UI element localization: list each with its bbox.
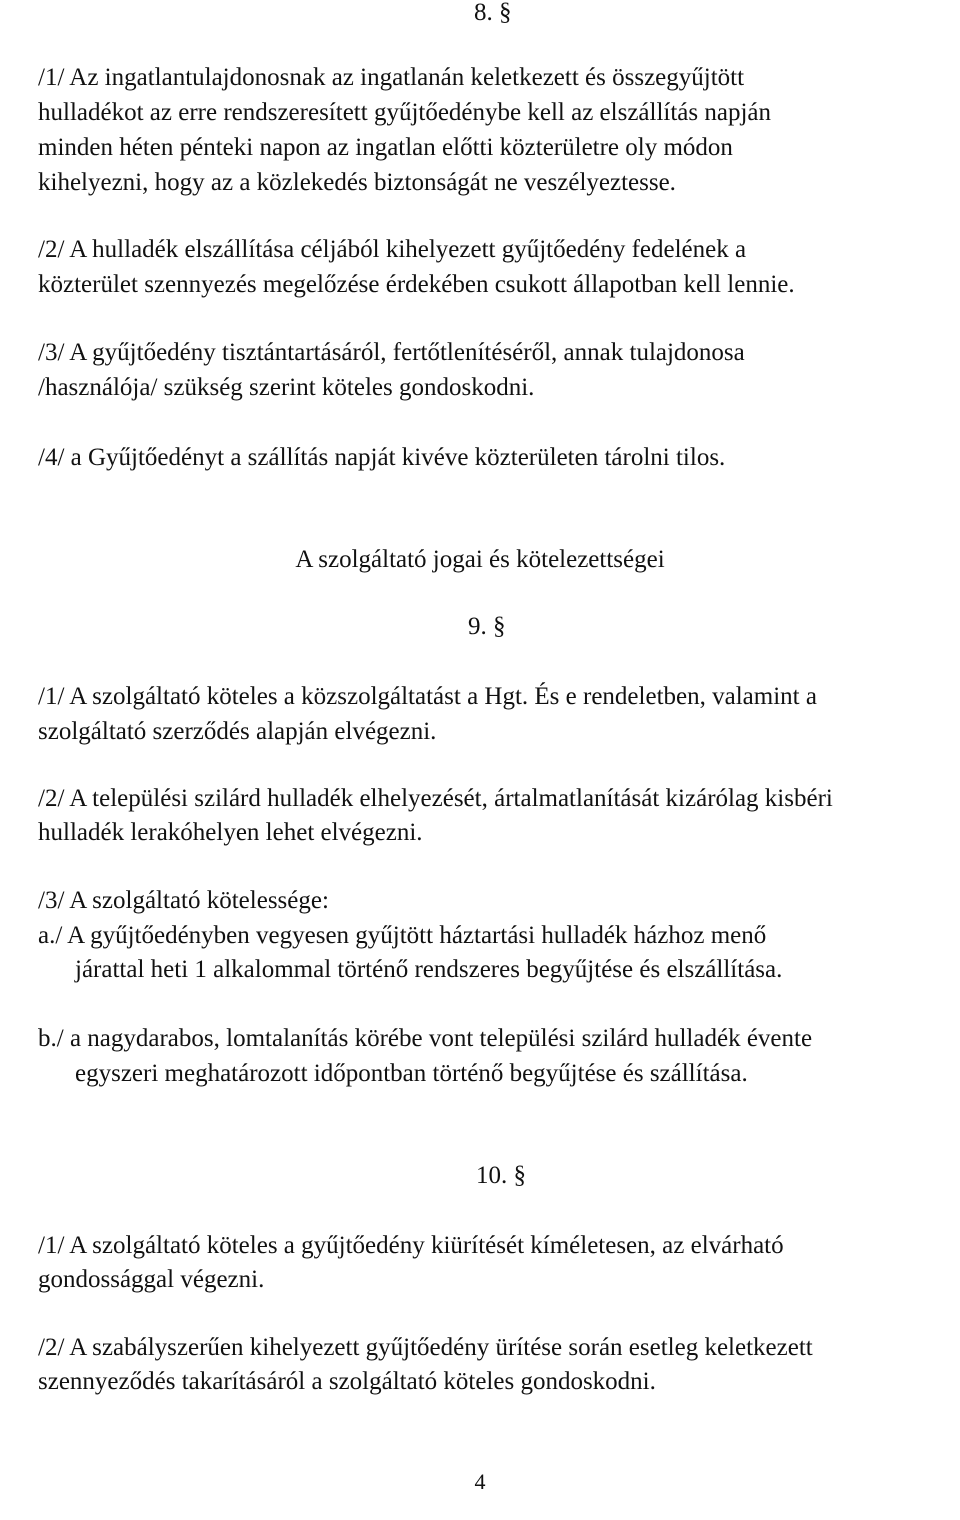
page-number: 4 [474,1469,486,1494]
section-10-p2-line-1: /2/ A szabályszerűen kihelyezett gyűjtőedény ürítése során esetleg keletkezett [38,1334,813,1361]
section-10-p1-line-2: gondossággal végezni. [38,1266,265,1293]
section-9-item-a-line-1: a./ A gyűjtőedényben vegyesen gyűjtött háztartási hulladék házhoz menő [38,922,767,949]
section-10-p2-line-2: szennyeződés takarításáról a szolgáltató köteles gondoskodni. [38,1368,656,1395]
section-10-number: 10. § [476,1162,526,1189]
section-8-p1-line-1: /1/ Az ingatlantulajdonosnak az ingatlanán keletkezett és összegyűjtött [38,64,745,91]
section-9-number: 9. § [468,613,506,640]
section-9-p2-line-1: /2/ A települési szilárd hulladék elhelyezését, ártalmatlanítását kizárólag kisbéri [38,785,833,812]
section-9-item-b-line-1: b./ a nagydarabos, lomtalanítás körébe vont települési szilárd hulladék évente [38,1025,813,1052]
section-8-p1-line-2: hulladékot az erre rendszeresített gyűjtőedénybe kell az elszállítás napján [38,99,772,126]
section-9-item-a-line-2: járattal heti 1 alkalommal történő rendszeres begyűjtése és elszállítása. [75,956,783,983]
section-10-p1-line-1: /1/ A szolgáltató köteles a gyűjtőedény kiürítését kíméletesen, az elvárható [38,1232,784,1259]
section-9-item-b-line-2: egyszeri meghatározott időpontban történő begyűjtése és szállítása. [75,1060,748,1087]
section-9-p1-line-1: /1/ A szolgáltató köteles a közszolgáltatást a Hgt. És e rendeletben, valamint a [38,683,817,710]
section-8-p2-line-1: /2/ A hulladék elszállítása céljából kihelyezett gyűjtőedény fedelének a [38,236,747,263]
section-9-p2-line-2: hulladék lerakóhelyen lehet elvégezni. [38,819,423,846]
section-8-p4-line-1: /4/ a Gyűjtőedényt a szállítás napját kivéve közterületen tárolni tilos. [38,444,726,471]
section-8-p3-line-1: /3/ A gyűjtőedény tisztántartásáról, fertőtlenítéséről, annak tulajdonosa [38,339,745,366]
section-8-p1-line-3: minden héten pénteki napon az ingatlan előtti közterületre oly módon [38,134,733,161]
section-8-p1-line-4: kihelyezni, hogy az a közlekedés biztonságát ne veszélyeztesse. [38,169,676,196]
section-8-p3-line-2: /használója/ szükség szerint köteles gondoskodni. [38,374,535,401]
section-8-p2-line-2: közterület szennyezés megelőzése érdekében csukott állapotban kell lennie. [38,271,795,298]
section-heading: A szolgáltató jogai és kötelezettségei [295,546,665,573]
section-9-p3: /3/ A szolgáltató kötelessége: [38,887,329,914]
section-9-p1-line-2: szolgáltató szerződés alapján elvégezni. [38,718,437,745]
section-8-number: 8. § [474,0,512,26]
